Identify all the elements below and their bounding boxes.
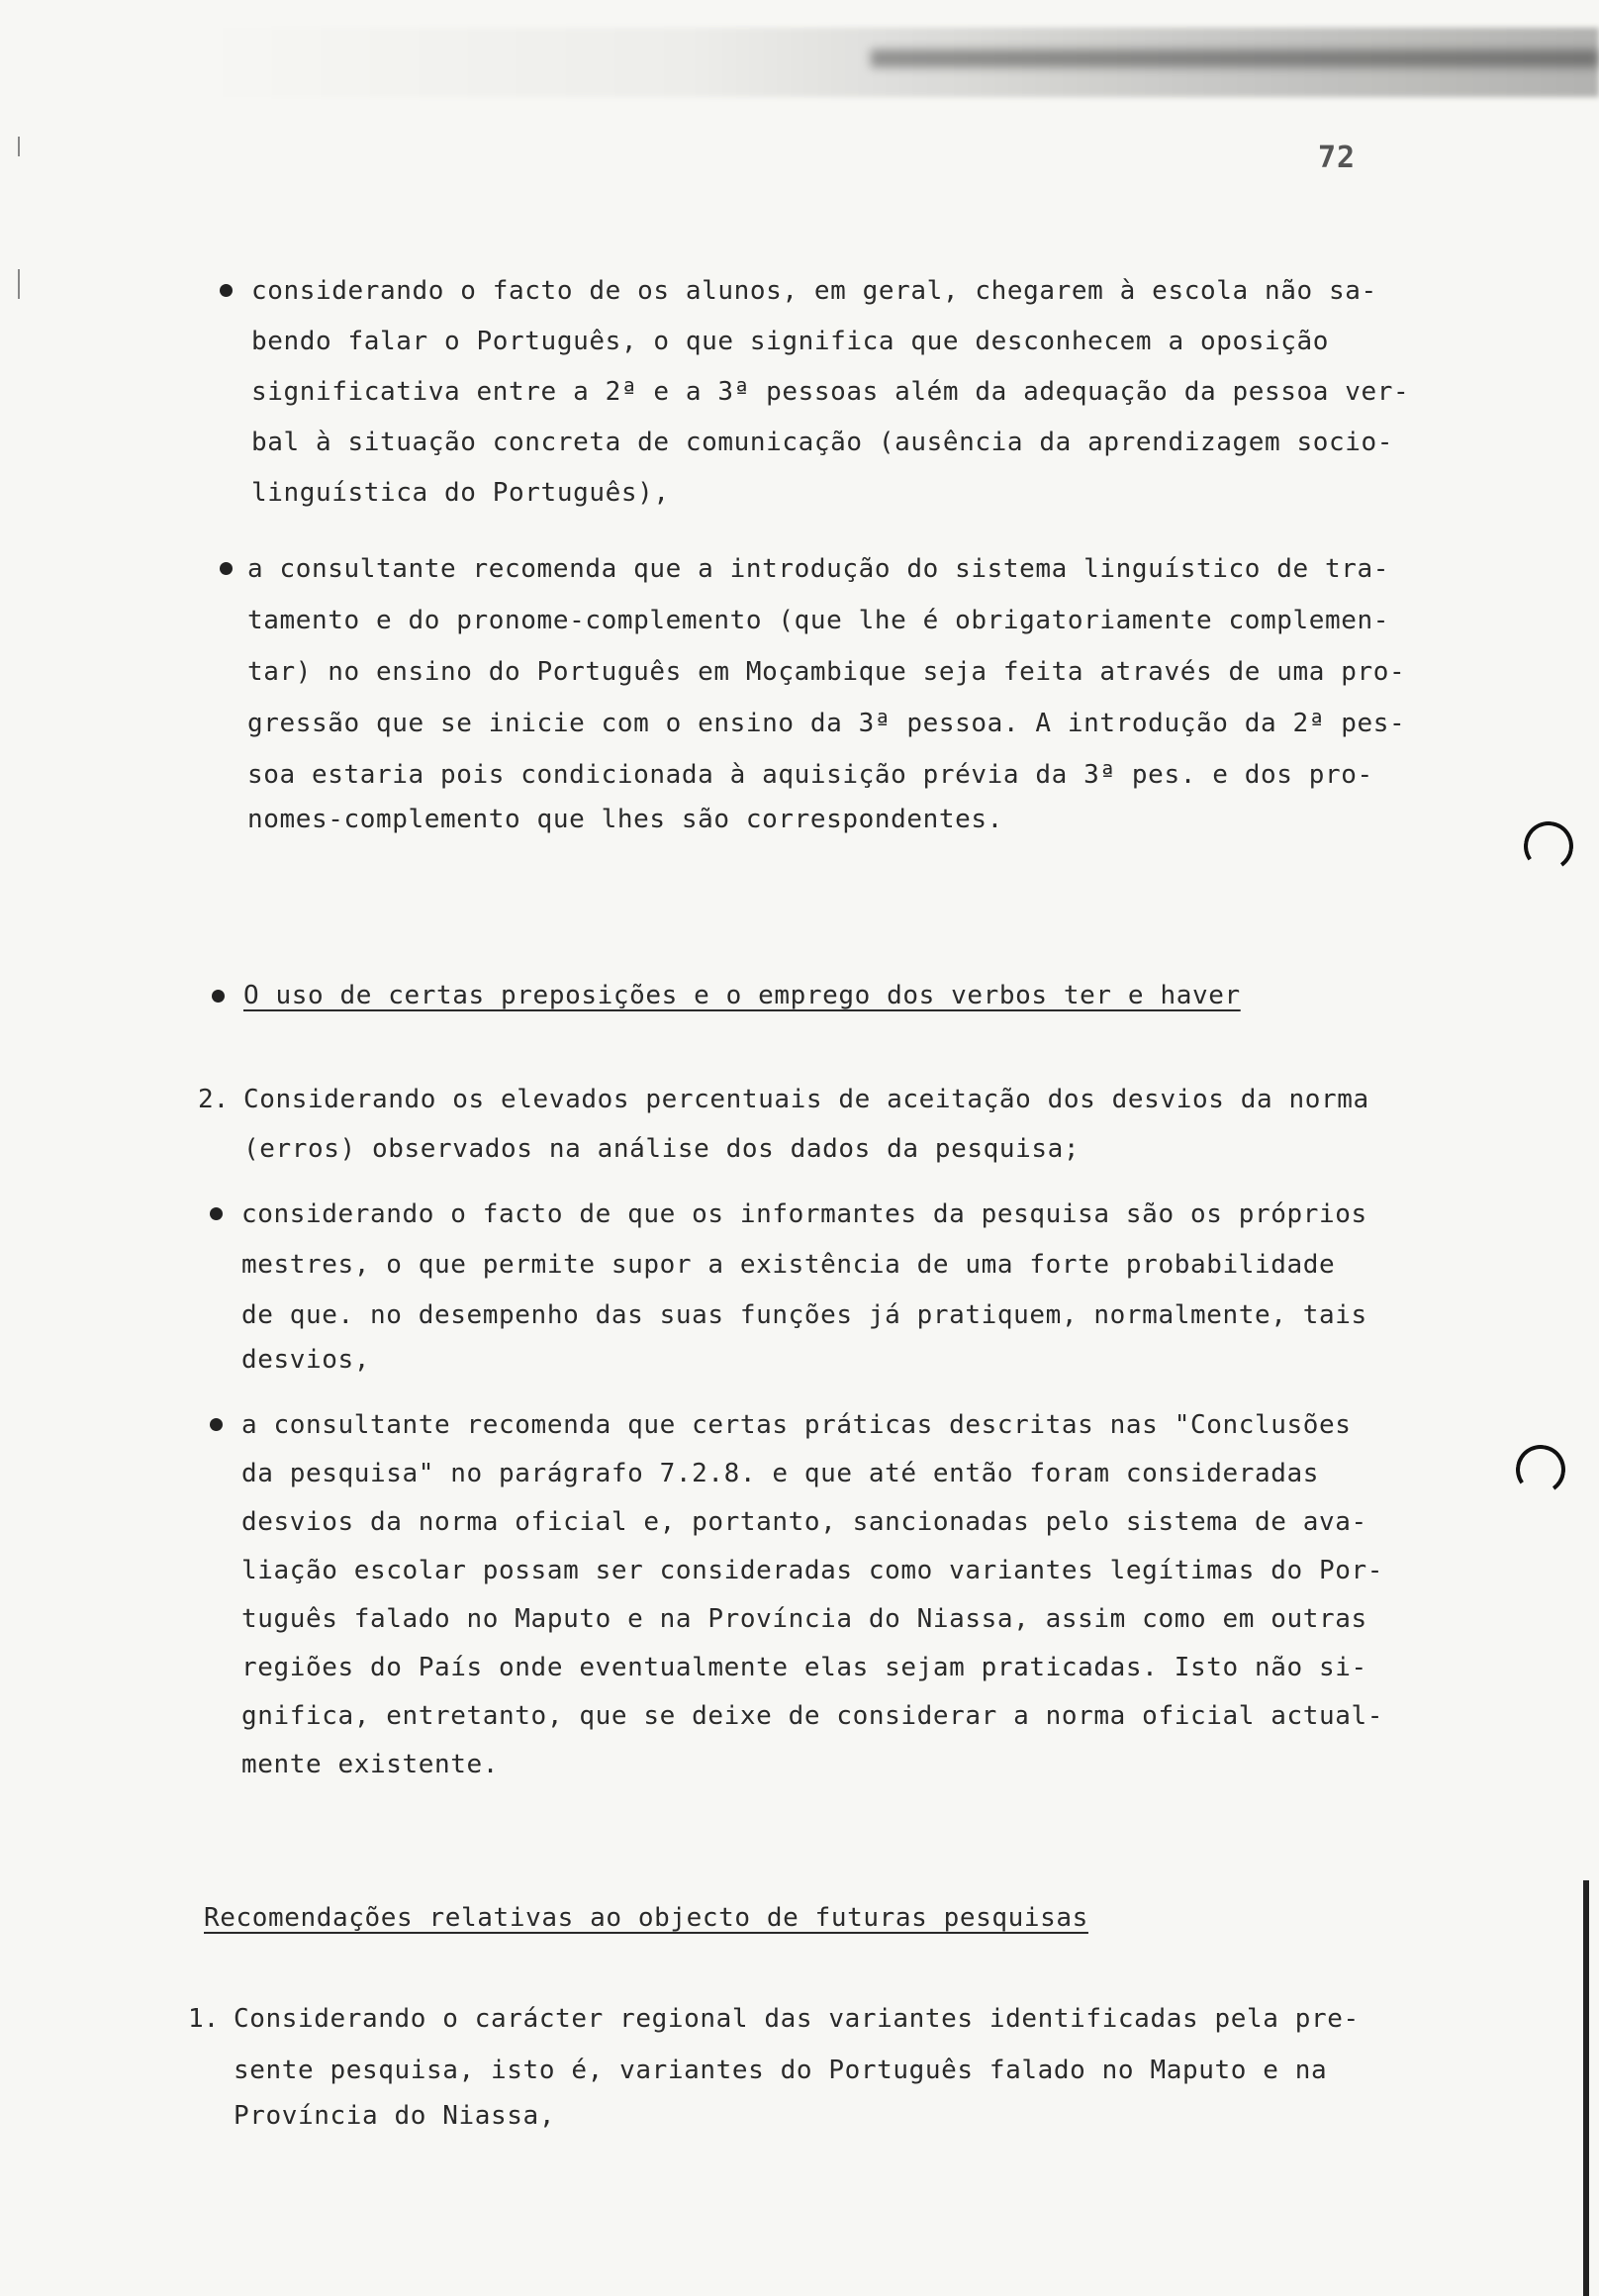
text-line: significativa entre a 2ª e a 3ª pessoas além da adequação da pessoa ver- bbox=[251, 377, 1410, 407]
text-line: Província do Niassa, bbox=[234, 2101, 556, 2131]
text-line: mestres, o que permite supor a existência de uma forte probabilidade bbox=[241, 1250, 1336, 1280]
margin-mark bbox=[18, 137, 20, 156]
text-line: considerando o facto de os alunos, em geral, chegarem à escola não sa- bbox=[251, 276, 1377, 306]
text-line: linguística do Português), bbox=[251, 478, 670, 508]
text-line: nomes-complemento que lhes são correspondentes. bbox=[247, 805, 1003, 834]
page-edge-shadow bbox=[1583, 1880, 1589, 2296]
text-line: gressão que se inicie com o ensino da 3ª pessoa. A introdução da 2ª pes- bbox=[247, 709, 1406, 738]
list-number: 2. bbox=[198, 1085, 230, 1114]
text-line: regiões do País onde eventualmente elas sejam praticadas. Isto não si- bbox=[241, 1653, 1367, 1682]
text-line: a consultante recomenda que a introdução do sistema linguístico de tra- bbox=[247, 554, 1389, 584]
bullet-icon bbox=[212, 990, 225, 1003]
bullet-icon bbox=[210, 1207, 223, 1220]
binder-hole bbox=[1512, 1441, 1569, 1498]
text-line: gnifica, entretanto, que se deixe de considerar a norma oficial actual- bbox=[241, 1701, 1383, 1731]
text-line: tar) no ensino do Português em Moçambique seja feita através de uma pro- bbox=[247, 657, 1406, 687]
text-line: a consultante recomenda que certas práticas descritas nas "Conclusões bbox=[241, 1410, 1352, 1440]
text-line: de que. no desempenho das suas funções já pratiquem, normalmente, tais bbox=[241, 1300, 1367, 1330]
page-number: 72 bbox=[1318, 141, 1357, 175]
text-line: tamento e do pronome-complemento (que lhe é obrigatoriamente complemen- bbox=[247, 606, 1389, 635]
text-line: Considerando os elevados percentuais de aceitação dos desvios da norma bbox=[243, 1085, 1369, 1114]
text-line: desvios, bbox=[241, 1345, 371, 1375]
bullet-icon bbox=[220, 562, 233, 575]
text-line: mente existente. bbox=[241, 1750, 500, 1779]
bullet-icon bbox=[210, 1418, 223, 1431]
section-heading-preposicoes: O uso de certas preposições e o emprego dos verbos ter e haver bbox=[243, 981, 1241, 1010]
list-number: 1. bbox=[188, 2004, 220, 2034]
text-line: bendo falar o Português, o que significa que desconhecem a oposição bbox=[251, 327, 1329, 356]
text-line: Considerando o carácter regional das variantes identificadas pela pre- bbox=[234, 2004, 1360, 2034]
text-line: considerando o facto de que os informantes da pesquisa são os próprios bbox=[241, 1199, 1367, 1229]
text-line: da pesquisa" no parágrafo 7.2.8. e que até então foram consideradas bbox=[241, 1459, 1319, 1488]
binder-hole bbox=[1520, 817, 1577, 875]
scan-noise-dark-band bbox=[871, 49, 1599, 67]
text-line: sente pesquisa, isto é, variantes do Português falado no Maputo e na bbox=[234, 2056, 1328, 2085]
section-heading-futuras-pesquisas: Recomendações relativas ao objecto de futuras pesquisas bbox=[204, 1903, 1088, 1933]
text-line: desvios da norma oficial e, portanto, sancionadas pelo sistema de ava- bbox=[241, 1507, 1367, 1537]
text-line: liação escolar possam ser consideradas como variantes legítimas do Por- bbox=[241, 1556, 1383, 1585]
text-line: (erros) observados na análise dos dados da pesquisa; bbox=[243, 1134, 1081, 1164]
bullet-icon bbox=[220, 284, 233, 297]
text-line: bal à situação concreta de comunicação (ausência da aprendizagem socio- bbox=[251, 428, 1393, 457]
text-line: tuguês falado no Maputo e na Província do Niassa, assim como em outras bbox=[241, 1604, 1367, 1634]
margin-mark bbox=[18, 269, 20, 299]
text-line: soa estaria pois condicionada à aquisição prévia da 3ª pes. e dos pro- bbox=[247, 760, 1373, 790]
